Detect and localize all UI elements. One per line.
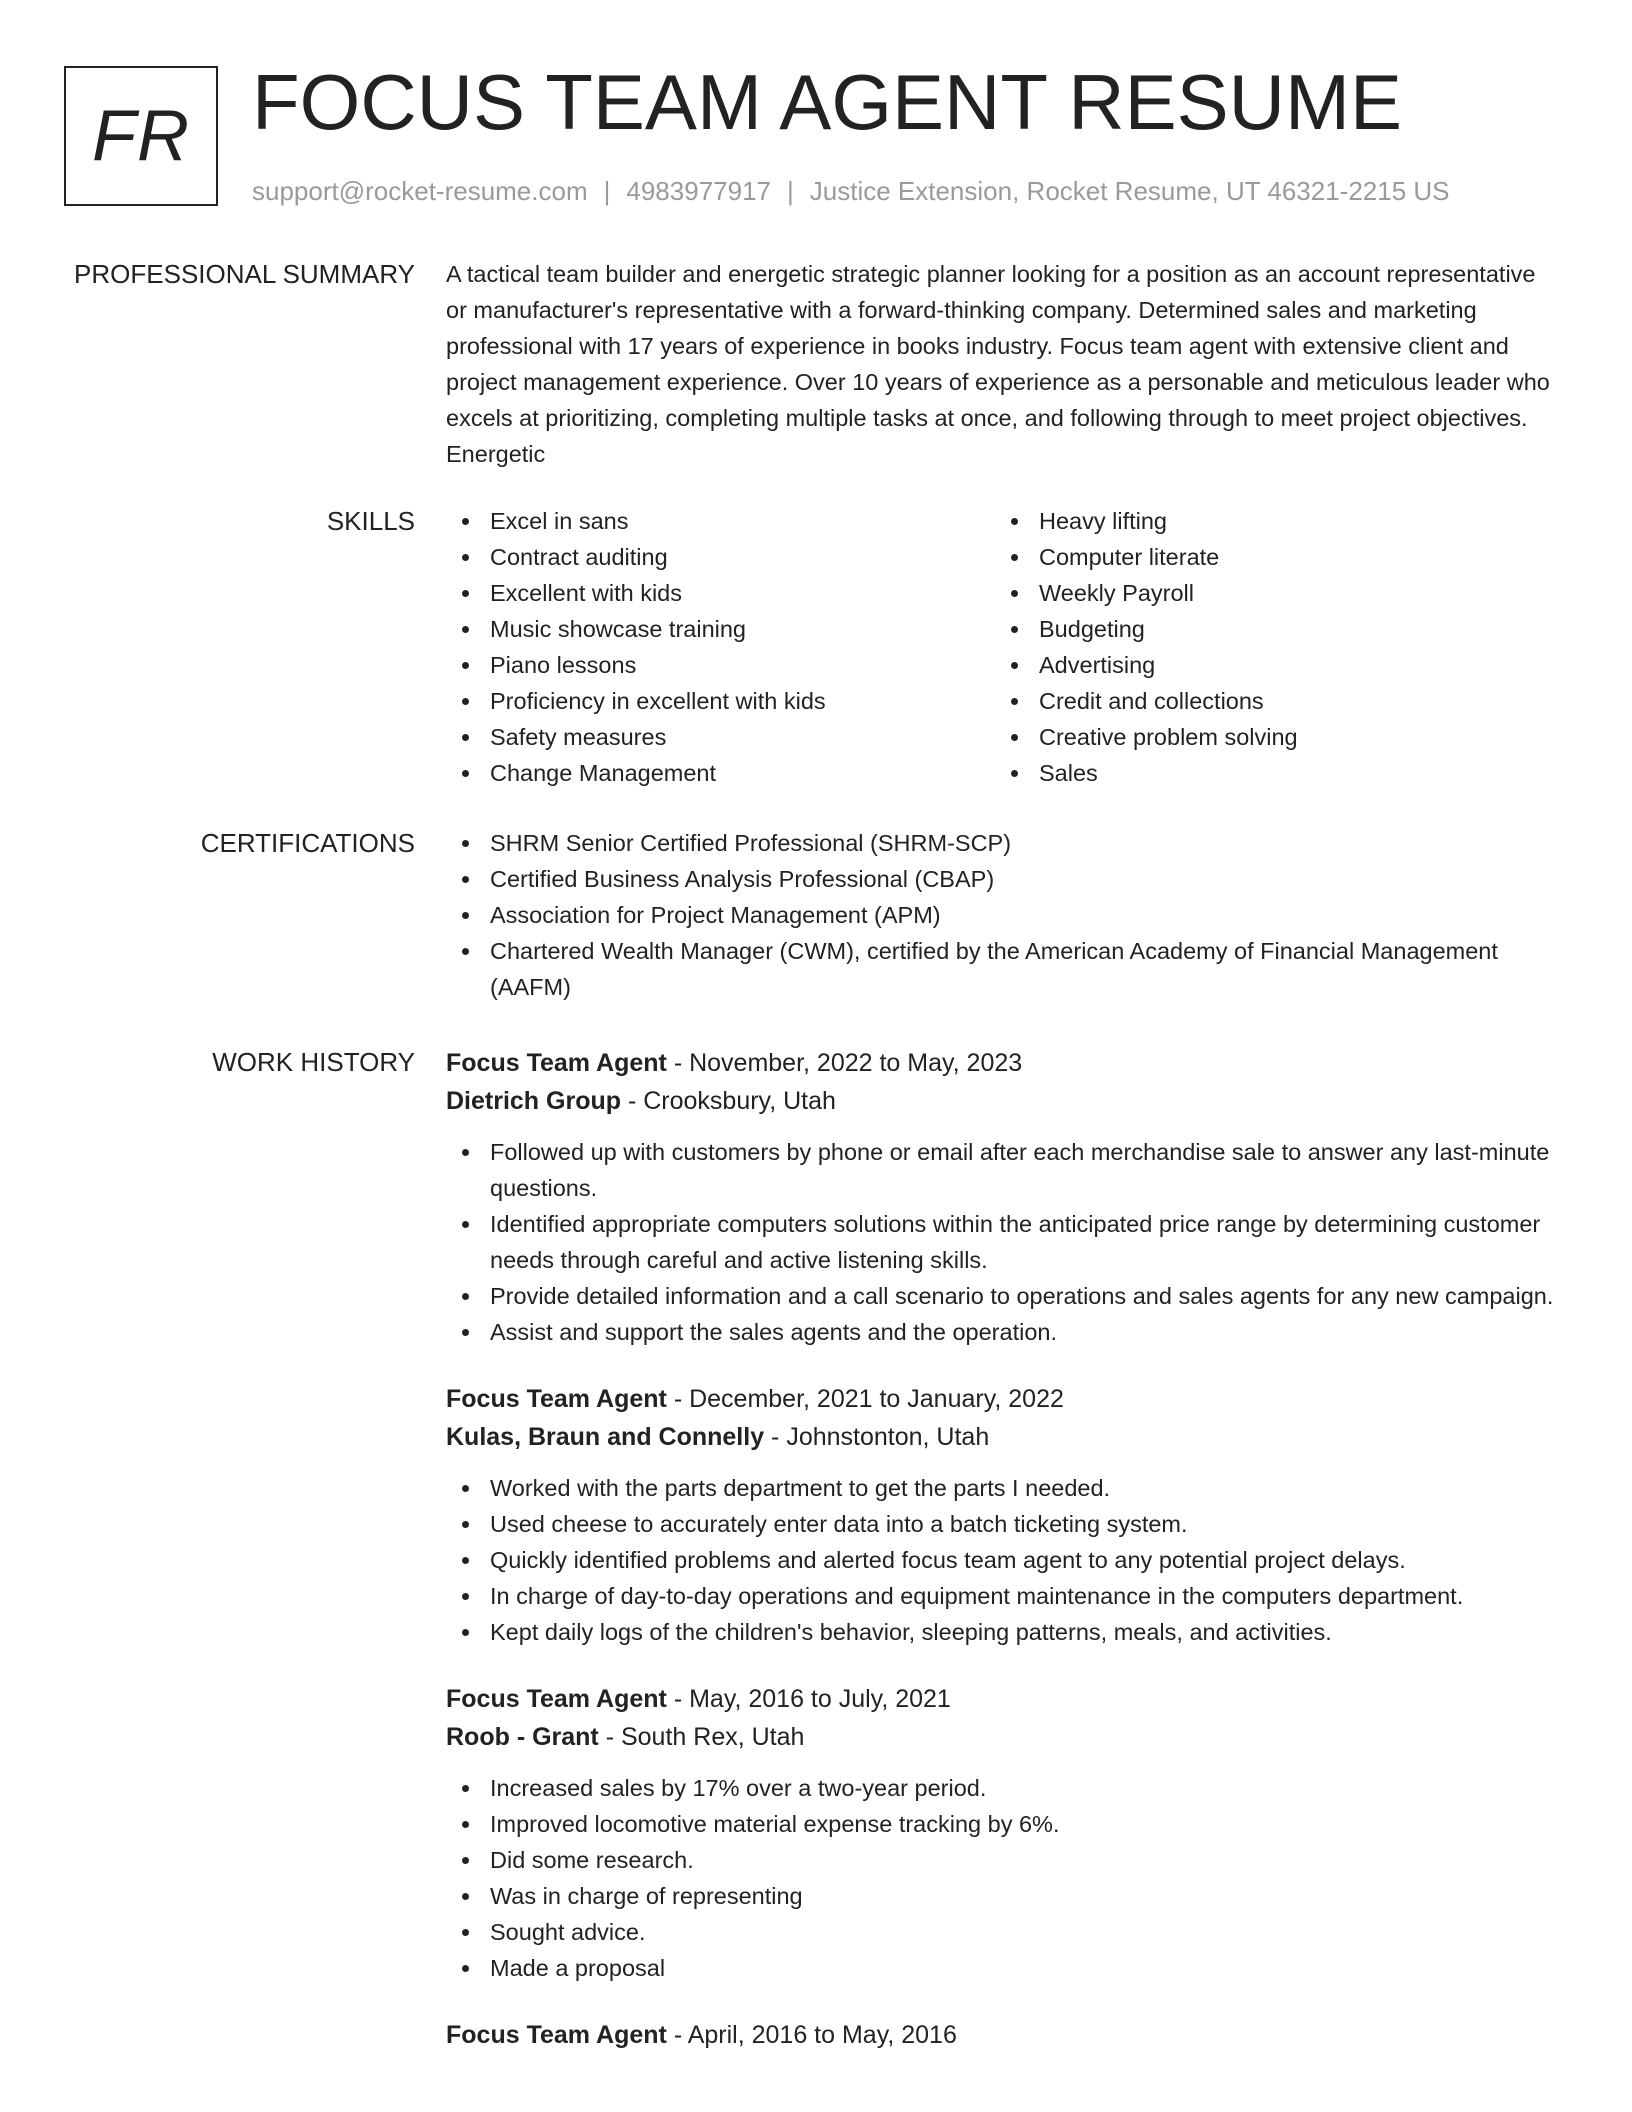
skill-item: Change Management (446, 755, 995, 791)
summary-text: A tactical team builder and energetic strategic planner looking for a position as an account representative or manufacturer's representative with a forward-thinking company. Determined sales and marketing professional with 17 years of experience in books industry. Focus team agent with extensive client and project management experience. Over 10 years of experience as a personable and meticulous leader who excels at prioritizing, completing multiple tasks at once, and following through to meet project objectives. Energetic (446, 261, 1550, 467)
job-dates: - May, 2016 to July, 2021 (666, 1685, 951, 1713)
job-bullet: Was in charge of representing (446, 1878, 1556, 1914)
work-history-heading: WORK HISTORY (212, 1047, 415, 1077)
skills-list-left (446, 503, 995, 791)
job-bullet: In charge of day-to-day operations and equipment maintenance in the computers department. (446, 1578, 1556, 1614)
skill-item: Piano lessons (446, 647, 995, 683)
contact-separator: | (787, 176, 794, 206)
contact-email[interactable]: support@rocket-resume.com (252, 176, 588, 206)
skill-item: Contract auditing (446, 539, 995, 575)
job-bullet: Increased sales by 17% over a two-year period. (446, 1770, 1556, 1806)
job-title-line (446, 1380, 1556, 1418)
job-bullet: Identified appropriate computers solutions within the anticipated price range by determining customer needs through careful and active listening skills. (446, 1206, 1556, 1278)
contact-address: Justice Extension, Rocket Resume, UT 46321-2215 US (809, 176, 1450, 206)
job-bullet: Worked with the parts department to get the parts I needed. (446, 1470, 1556, 1506)
job-bullets (446, 1134, 1556, 1350)
skill-item: Budgeting (995, 611, 1544, 647)
job-title: Focus Team Agent (446, 1685, 667, 1713)
job-bullet: Sought advice. (446, 1914, 1556, 1950)
skill-item: Weekly Payroll (995, 575, 1544, 611)
job-bullet: Kept daily logs of the children's behavior, sleeping patterns, meals, and activities. (446, 1614, 1556, 1650)
job-title-line (446, 2016, 1556, 2054)
certifications-heading: CERTIFICATIONS (200, 828, 415, 858)
job-title: Focus Team Agent (446, 2021, 667, 2049)
job-title-line (446, 1044, 1556, 1082)
skill-item: Credit and collections (995, 683, 1544, 719)
job-location: - South Rex, Utah (598, 1723, 805, 1751)
skill-item: Heavy lifting (995, 503, 1544, 539)
skills-grid (446, 503, 1556, 791)
monogram-box (64, 66, 218, 206)
job-title-line (446, 1680, 1556, 1718)
job-dates: - April, 2016 to May, 2016 (666, 2021, 957, 2049)
job-dates: - December, 2021 to January, 2022 (666, 1385, 1064, 1413)
contact-phone[interactable]: 4983977917 (626, 176, 771, 206)
job-bullets (446, 1470, 1556, 1650)
job-dates: - November, 2022 to May, 2023 (666, 1049, 1023, 1077)
job-bullet: Improved locomotive material expense tracking by 6%. (446, 1806, 1556, 1842)
job-company: Kulas, Braun and Connelly (446, 1423, 765, 1451)
job-bullet: Quickly identified problems and alerted focus team agent to any potential project delays. (446, 1542, 1556, 1578)
job-location: - Crooksbury, Utah (621, 1087, 836, 1115)
skill-item: Advertising (995, 647, 1544, 683)
work-history-section (446, 1044, 1556, 2084)
certification-item: Certified Business Analysis Professional (CBAP) (446, 861, 1556, 897)
job-bullet: Did some research. (446, 1842, 1556, 1878)
skill-item: Proficiency in excellent with kids (446, 683, 995, 719)
job-location: - Johnstonton, Utah (764, 1423, 990, 1451)
certifications-list (446, 825, 1556, 1005)
job-company-line (446, 1082, 1556, 1120)
job-entry (446, 1380, 1556, 1650)
certification-item: SHRM Senior Certified Professional (SHRM-SCP) (446, 825, 1556, 861)
job-company: Roob - Grant (446, 1723, 599, 1751)
summary-section (446, 256, 1556, 472)
skill-item: Safety measures (446, 719, 995, 755)
job-bullet: Provide detailed information and a call scenario to operations and sales agents for any new campaign. (446, 1278, 1556, 1314)
job-company-line (446, 1418, 1556, 1456)
job-company: Dietrich Group (446, 1087, 622, 1115)
contact-line (252, 174, 1450, 208)
contact-separator: | (603, 176, 611, 206)
skill-item: Excel in sans (446, 503, 995, 539)
job-title: Focus Team Agent (446, 1385, 667, 1413)
monogram-initials: FR (92, 96, 190, 176)
certification-item: Association for Project Management (APM) (446, 897, 1556, 933)
job-title: Focus Team Agent (446, 1049, 667, 1077)
resume-title: FOCUS TEAM AGENT RESUME (252, 58, 1402, 146)
certifications-section (446, 825, 1556, 1005)
job-bullet: Made a proposal (446, 1950, 1556, 1986)
skills-list-right (995, 503, 1544, 791)
job-bullet: Assist and support the sales agents and the operation. (446, 1314, 1556, 1350)
skill-item: Creative problem solving (995, 719, 1544, 755)
certification-item: Chartered Wealth Manager (CWM), certified by the American Academy of Financial Management (AAFM) (446, 933, 1556, 1005)
summary-heading: PROFESSIONAL SUMMARY (74, 259, 415, 289)
skill-item: Excellent with kids (446, 575, 995, 611)
job-entry (446, 2016, 1556, 2054)
skill-item: Computer literate (995, 539, 1544, 575)
skill-item: Music showcase training (446, 611, 995, 647)
skill-item: Sales (995, 755, 1544, 791)
job-entry (446, 1044, 1556, 1350)
job-bullet: Followed up with customers by phone or email after each merchandise sale to answer any last-minute questions. (446, 1134, 1556, 1206)
job-company-line (446, 1718, 1556, 1756)
skills-heading: SKILLS (326, 506, 415, 536)
job-bullets (446, 1770, 1556, 1986)
skills-section (446, 503, 1556, 791)
job-entry (446, 1680, 1556, 1986)
job-bullet: Used cheese to accurately enter data into a batch ticketing system. (446, 1506, 1556, 1542)
